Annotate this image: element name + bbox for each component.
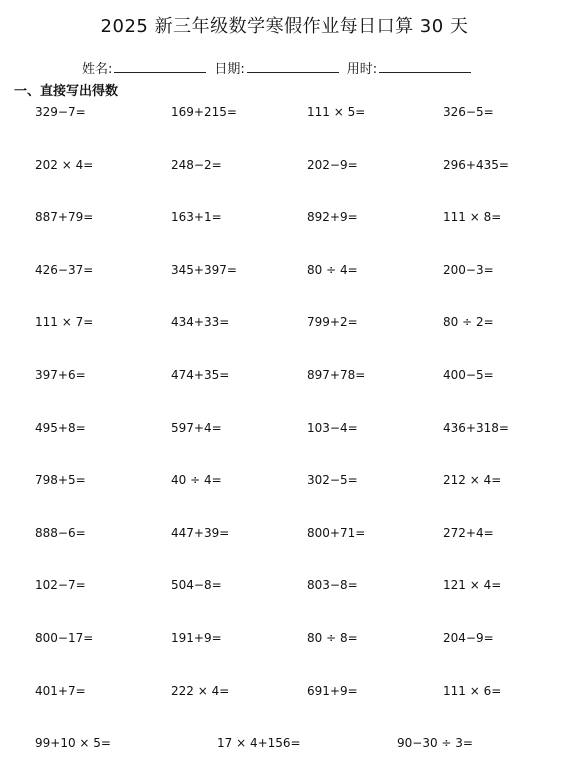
mixed-operation-problem: 17 × 4+156= bbox=[217, 736, 301, 751]
arithmetic-problem: 222 × 4= bbox=[171, 683, 230, 698]
time-used-field[interactable] bbox=[347, 58, 471, 77]
date-field[interactable] bbox=[214, 58, 338, 77]
section-heading: 一、直接写出得数 bbox=[14, 84, 119, 99]
arithmetic-problem: 272+4= bbox=[443, 525, 494, 540]
arithmetic-problem: 504−8= bbox=[171, 578, 222, 593]
arithmetic-problem: 111 × 8= bbox=[443, 210, 502, 225]
arithmetic-problem: 887+79= bbox=[35, 210, 94, 225]
arithmetic-problem: 80 ÷ 4= bbox=[307, 262, 358, 277]
arithmetic-problem: 474+35= bbox=[171, 368, 230, 382]
arithmetic-problem: 111 × 5= bbox=[307, 105, 366, 119]
arithmetic-problem: 345+397= bbox=[171, 262, 237, 277]
name-blank[interactable] bbox=[114, 60, 206, 73]
arithmetic-problem: 329−7= bbox=[35, 105, 86, 119]
arithmetic-problem: 447+39= bbox=[171, 525, 230, 540]
arithmetic-problem: 163+1= bbox=[171, 210, 222, 225]
date-label: 日期: bbox=[214, 62, 245, 77]
arithmetic-problem: 102−7= bbox=[35, 578, 86, 593]
arithmetic-problem: 800+71= bbox=[307, 525, 366, 540]
name-field[interactable] bbox=[82, 58, 206, 77]
arithmetic-problem: 191+9= bbox=[171, 631, 222, 645]
arithmetic-problem: 111 × 7= bbox=[35, 315, 94, 330]
arithmetic-problem: 169+215= bbox=[171, 105, 237, 119]
arithmetic-problem: 302−5= bbox=[307, 473, 358, 488]
arithmetic-problem: 436+318= bbox=[443, 420, 509, 435]
arithmetic-problem: 800−17= bbox=[35, 631, 94, 645]
arithmetic-problem: 80 ÷ 8= bbox=[307, 631, 358, 645]
arithmetic-problem: 111 × 6= bbox=[443, 683, 502, 698]
arithmetic-problem: 799+2= bbox=[307, 315, 358, 330]
arithmetic-problem: 888−6= bbox=[35, 525, 86, 540]
arithmetic-problem: 296+435= bbox=[443, 157, 509, 172]
arithmetic-problem: 401+7= bbox=[35, 683, 86, 698]
page-title: 2025 新三年级数学寒假作业每日口算 30 天 bbox=[100, 16, 469, 37]
arithmetic-problem: 798+5= bbox=[35, 473, 86, 488]
arithmetic-problem: 897+78= bbox=[307, 368, 366, 382]
time-used-label: 用时: bbox=[346, 62, 378, 77]
arithmetic-problem: 212 × 4= bbox=[443, 473, 502, 488]
arithmetic-problem: 426−37= bbox=[35, 262, 94, 277]
arithmetic-problem: 397+6= bbox=[35, 368, 86, 382]
arithmetic-problem: 40 ÷ 4= bbox=[171, 473, 222, 488]
arithmetic-problem: 121 × 4= bbox=[443, 578, 502, 593]
arithmetic-problem: 248−2= bbox=[171, 157, 222, 172]
student-info-line bbox=[82, 58, 479, 77]
date-blank[interactable] bbox=[247, 60, 339, 73]
arithmetic-problem: 80 ÷ 2= bbox=[443, 315, 494, 330]
arithmetic-problem: 103−4= bbox=[307, 420, 358, 435]
time-used-blank[interactable] bbox=[379, 60, 471, 73]
arithmetic-problem: 200−3= bbox=[443, 262, 494, 277]
arithmetic-problem: 202 × 4= bbox=[35, 157, 94, 172]
arithmetic-problem: 803−8= bbox=[307, 578, 358, 593]
arithmetic-problem: 202−9= bbox=[307, 157, 358, 172]
arithmetic-problem: 597+4= bbox=[171, 420, 222, 435]
arithmetic-problem: 691+9= bbox=[307, 683, 358, 698]
arithmetic-problem: 204−9= bbox=[443, 631, 494, 645]
arithmetic-problem: 326−5= bbox=[443, 105, 494, 119]
arithmetic-problem: 400−5= bbox=[443, 368, 494, 382]
mixed-operation-problem: 90−30 ÷ 3= bbox=[397, 736, 473, 751]
arithmetic-problem: 434+33= bbox=[171, 315, 230, 330]
arithmetic-problem: 495+8= bbox=[35, 420, 86, 435]
mixed-operation-problem: 99+10 × 5= bbox=[35, 736, 111, 751]
name-label: 姓名: bbox=[82, 62, 113, 77]
arithmetic-problem: 892+9= bbox=[307, 210, 358, 225]
